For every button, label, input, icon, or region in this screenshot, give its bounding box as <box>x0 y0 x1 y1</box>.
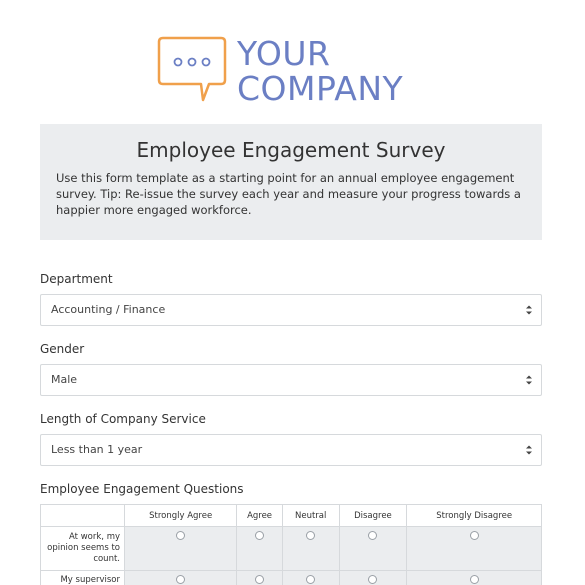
radio-cell[interactable] <box>407 527 542 571</box>
gender-value: Male <box>51 373 78 386</box>
service-select[interactable] <box>40 434 542 466</box>
radio-button[interactable] <box>368 575 377 584</box>
col-strongly-disagree: Strongly Disagree <box>407 505 542 527</box>
survey-header <box>40 124 542 240</box>
radio-cell[interactable] <box>282 571 339 585</box>
radio-cell[interactable] <box>339 527 407 571</box>
radio-button[interactable] <box>255 531 264 540</box>
service-value: Less than 1 year <box>51 443 143 456</box>
radio-button[interactable] <box>255 575 264 584</box>
radio-cell[interactable] <box>125 527 237 571</box>
select-arrows-icon <box>525 304 533 316</box>
col-disagree: Disagree <box>339 505 407 527</box>
select-arrows-icon <box>525 444 533 456</box>
matrix-title: Employee Engagement Questions <box>40 482 244 496</box>
service-label: Length of Company Service <box>40 412 206 426</box>
logo-text <box>237 36 403 106</box>
table-row <box>41 571 542 585</box>
radio-button[interactable] <box>176 575 185 584</box>
radio-cell[interactable] <box>237 571 283 585</box>
engagement-matrix <box>40 504 542 585</box>
matrix-corner <box>41 505 125 527</box>
gender-select[interactable] <box>40 364 542 396</box>
radio-button[interactable] <box>306 531 315 540</box>
radio-button[interactable] <box>470 531 479 540</box>
question-label: At work, my opinion seems to count. <box>41 527 125 571</box>
radio-button[interactable] <box>470 575 479 584</box>
logo-line-2: COMPANY <box>237 69 404 108</box>
company-logo <box>157 36 437 112</box>
radio-cell[interactable] <box>237 527 283 571</box>
radio-cell[interactable] <box>339 571 407 585</box>
logo-line-1: YOUR <box>237 34 331 73</box>
department-label: Department <box>40 272 113 286</box>
col-agree: Agree <box>237 505 283 527</box>
department-select[interactable] <box>40 294 542 326</box>
select-arrows-icon <box>525 374 533 386</box>
col-neutral: Neutral <box>282 505 339 527</box>
department-value: Accounting / Finance <box>51 303 166 316</box>
radio-cell[interactable] <box>407 571 542 585</box>
survey-description: Use this form template as a starting point for an annual employee engagement survey. Tip: Re-issue the survey each year and measure your progress towards a happier more engaged workforce. <box>56 171 521 217</box>
matrix-header-row <box>41 505 542 527</box>
table-row <box>41 527 542 571</box>
col-strongly-agree: Strongly Agree <box>125 505 237 527</box>
radio-button[interactable] <box>176 531 185 540</box>
radio-cell[interactable] <box>125 571 237 585</box>
radio-button[interactable] <box>368 531 377 540</box>
speech-bubble-icon <box>157 36 227 106</box>
page-title: Employee Engagement Survey <box>136 138 446 162</box>
radio-button[interactable] <box>306 575 315 584</box>
gender-label: Gender <box>40 342 85 356</box>
radio-cell[interactable] <box>282 527 339 571</box>
question-label: My supervisor <box>41 571 125 585</box>
